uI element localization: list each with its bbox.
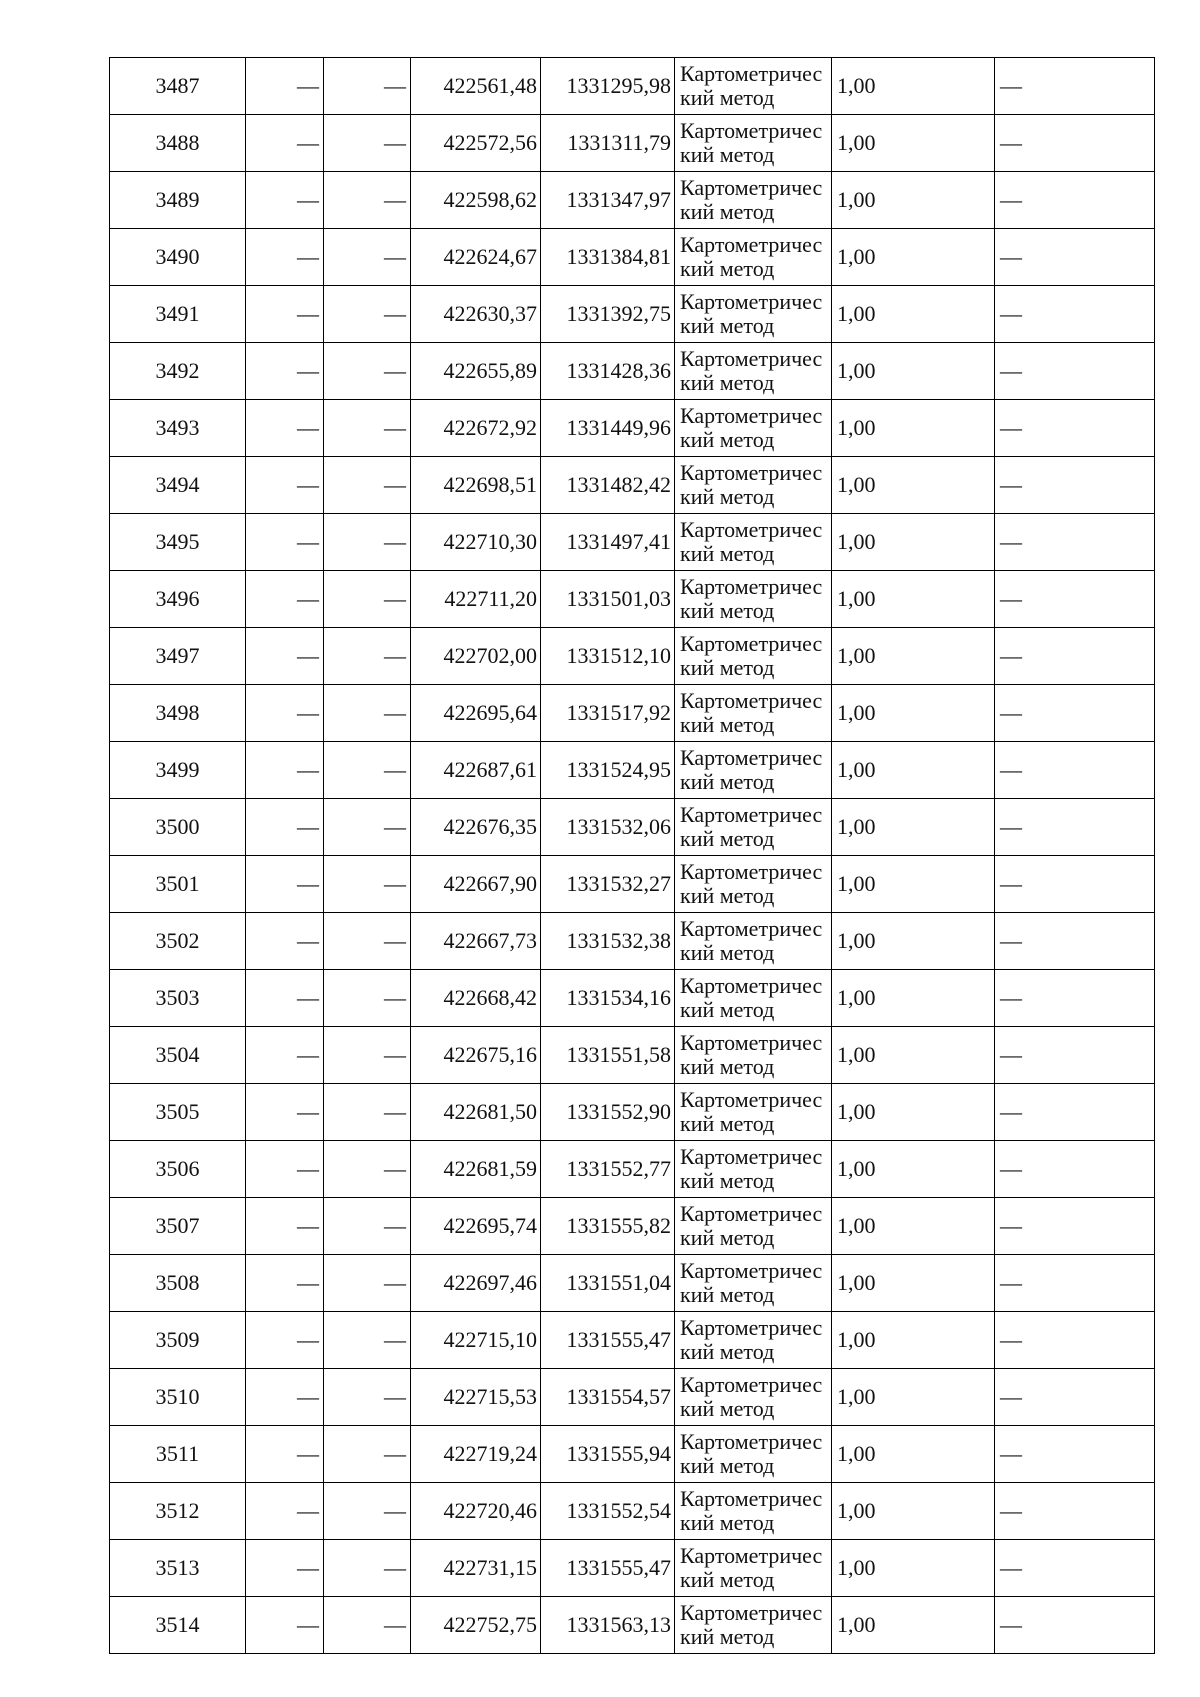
y-coordinate-cell: 1331532,27 <box>541 856 675 913</box>
y-coordinate-cell: 1331552,54 <box>541 1483 675 1540</box>
dash-cell: — <box>324 229 411 286</box>
y-coordinate-cell: 1331295,98 <box>541 58 675 115</box>
x-coordinate-cell: 422624,67 <box>411 229 541 286</box>
method-cell: Картометрический метод <box>675 457 832 514</box>
dash-cell: — <box>324 286 411 343</box>
y-coordinate-cell: 1331555,82 <box>541 1198 675 1255</box>
dash-cell: — <box>246 400 324 457</box>
dash-cell: — <box>246 514 324 571</box>
dash-cell: — <box>324 970 411 1027</box>
x-coordinate-cell: 422655,89 <box>411 343 541 400</box>
method-cell: Картометрический метод <box>675 286 832 343</box>
table-row <box>110 1540 1155 1597</box>
note-cell: — <box>995 685 1155 742</box>
note-cell: — <box>995 400 1155 457</box>
x-coordinate-cell: 422676,35 <box>411 799 541 856</box>
point-number-cell: 3494 <box>110 457 246 514</box>
table-row <box>110 742 1155 799</box>
method-cell: Картометрический метод <box>675 970 832 1027</box>
table-row <box>110 856 1155 913</box>
y-coordinate-cell: 1331563,13 <box>541 1597 675 1654</box>
dash-cell: — <box>246 628 324 685</box>
point-number-cell: 3487 <box>110 58 246 115</box>
point-number-cell: 3497 <box>110 628 246 685</box>
method-cell: Картометрический метод <box>675 799 832 856</box>
point-number-cell: 3498 <box>110 685 246 742</box>
note-cell: — <box>995 1483 1155 1540</box>
y-coordinate-cell: 1331517,92 <box>541 685 675 742</box>
table-row <box>110 970 1155 1027</box>
dash-cell: — <box>324 514 411 571</box>
note-cell: — <box>995 628 1155 685</box>
method-cell: Картометрический метод <box>675 1483 832 1540</box>
table-row <box>110 457 1155 514</box>
table-row <box>110 1312 1155 1369</box>
method-cell: Картометрический метод <box>675 685 832 742</box>
dash-cell: — <box>324 685 411 742</box>
y-coordinate-cell: 1331534,16 <box>541 970 675 1027</box>
point-number-cell: 3510 <box>110 1369 246 1426</box>
x-coordinate-cell: 422715,10 <box>411 1312 541 1369</box>
accuracy-cell: 1,00 <box>832 115 995 172</box>
accuracy-cell: 1,00 <box>832 58 995 115</box>
y-coordinate-cell: 1331555,47 <box>541 1312 675 1369</box>
point-number-cell: 3500 <box>110 799 246 856</box>
accuracy-cell: 1,00 <box>832 1141 995 1198</box>
table-row <box>110 1027 1155 1084</box>
dash-cell: — <box>324 172 411 229</box>
x-coordinate-cell: 422697,46 <box>411 1255 541 1312</box>
method-cell: Картометрический метод <box>675 1540 832 1597</box>
dash-cell: — <box>246 1312 324 1369</box>
table-row <box>110 172 1155 229</box>
y-coordinate-cell: 1331552,90 <box>541 1084 675 1141</box>
x-coordinate-cell: 422710,30 <box>411 514 541 571</box>
x-coordinate-cell: 422752,75 <box>411 1597 541 1654</box>
y-coordinate-cell: 1331555,47 <box>541 1540 675 1597</box>
method-cell: Картометрический метод <box>675 1141 832 1198</box>
dash-cell: — <box>246 1255 324 1312</box>
dash-cell: — <box>324 343 411 400</box>
dash-cell: — <box>246 1597 324 1654</box>
y-coordinate-cell: 1331512,10 <box>541 628 675 685</box>
accuracy-cell: 1,00 <box>832 514 995 571</box>
method-cell: Картометрический метод <box>675 1084 832 1141</box>
y-coordinate-cell: 1331552,77 <box>541 1141 675 1198</box>
y-coordinate-cell: 1331551,58 <box>541 1027 675 1084</box>
method-cell: Картометрический метод <box>675 229 832 286</box>
method-cell: Картометрический метод <box>675 400 832 457</box>
point-number-cell: 3492 <box>110 343 246 400</box>
dash-cell: — <box>246 913 324 970</box>
note-cell: — <box>995 58 1155 115</box>
y-coordinate-cell: 1331482,42 <box>541 457 675 514</box>
x-coordinate-cell: 422672,92 <box>411 400 541 457</box>
note-cell: — <box>995 115 1155 172</box>
dash-cell: — <box>324 1540 411 1597</box>
dash-cell: — <box>324 1255 411 1312</box>
accuracy-cell: 1,00 <box>832 457 995 514</box>
table-row <box>110 1597 1155 1654</box>
accuracy-cell: 1,00 <box>832 1597 995 1654</box>
dash-cell: — <box>246 685 324 742</box>
method-cell: Картометрический метод <box>675 1312 832 1369</box>
dash-cell: — <box>324 115 411 172</box>
dash-cell: — <box>324 742 411 799</box>
method-cell: Картометрический метод <box>675 1597 832 1654</box>
method-cell: Картометрический метод <box>675 628 832 685</box>
dash-cell: — <box>246 856 324 913</box>
method-cell: Картометрический метод <box>675 115 832 172</box>
table-row <box>110 1255 1155 1312</box>
dash-cell: — <box>324 400 411 457</box>
method-cell: Картометрический метод <box>675 514 832 571</box>
dash-cell: — <box>246 970 324 1027</box>
table-row <box>110 685 1155 742</box>
y-coordinate-cell: 1331524,95 <box>541 742 675 799</box>
dash-cell: — <box>324 1084 411 1141</box>
accuracy-cell: 1,00 <box>832 856 995 913</box>
note-cell: — <box>995 1312 1155 1369</box>
y-coordinate-cell: 1331428,36 <box>541 343 675 400</box>
x-coordinate-cell: 422561,48 <box>411 58 541 115</box>
dash-cell: — <box>324 1312 411 1369</box>
note-cell: — <box>995 1027 1155 1084</box>
accuracy-cell: 1,00 <box>832 1084 995 1141</box>
dash-cell: — <box>246 457 324 514</box>
table-row <box>110 628 1155 685</box>
method-cell: Картометрический метод <box>675 913 832 970</box>
note-cell: — <box>995 1198 1155 1255</box>
point-number-cell: 3512 <box>110 1483 246 1540</box>
document-page <box>109 57 1155 1654</box>
note-cell: — <box>995 1426 1155 1483</box>
dash-cell: — <box>246 58 324 115</box>
x-coordinate-cell: 422668,42 <box>411 970 541 1027</box>
x-coordinate-cell: 422695,64 <box>411 685 541 742</box>
dash-cell: — <box>324 1369 411 1426</box>
point-number-cell: 3505 <box>110 1084 246 1141</box>
table-row <box>110 286 1155 343</box>
x-coordinate-cell: 422711,20 <box>411 571 541 628</box>
table-row <box>110 1084 1155 1141</box>
y-coordinate-cell: 1331555,94 <box>541 1426 675 1483</box>
method-cell: Картометрический метод <box>675 1369 832 1426</box>
dash-cell: — <box>324 571 411 628</box>
x-coordinate-cell: 422719,24 <box>411 1426 541 1483</box>
table-row <box>110 343 1155 400</box>
x-coordinate-cell: 422681,50 <box>411 1084 541 1141</box>
table-row <box>110 514 1155 571</box>
dash-cell: — <box>246 286 324 343</box>
dash-cell: — <box>246 1540 324 1597</box>
accuracy-cell: 1,00 <box>832 1312 995 1369</box>
note-cell: — <box>995 856 1155 913</box>
point-number-cell: 3508 <box>110 1255 246 1312</box>
method-cell: Картометрический метод <box>675 1198 832 1255</box>
y-coordinate-cell: 1331501,03 <box>541 571 675 628</box>
x-coordinate-cell: 422598,62 <box>411 172 541 229</box>
accuracy-cell: 1,00 <box>832 286 995 343</box>
table-row <box>110 400 1155 457</box>
dash-cell: — <box>246 571 324 628</box>
table-row <box>110 1198 1155 1255</box>
note-cell: — <box>995 343 1155 400</box>
point-number-cell: 3501 <box>110 856 246 913</box>
point-number-cell: 3495 <box>110 514 246 571</box>
table-row <box>110 1426 1155 1483</box>
x-coordinate-cell: 422731,15 <box>411 1540 541 1597</box>
note-cell: — <box>995 913 1155 970</box>
x-coordinate-cell: 422695,74 <box>411 1198 541 1255</box>
note-cell: — <box>995 1255 1155 1312</box>
y-coordinate-cell: 1331449,96 <box>541 400 675 457</box>
dash-cell: — <box>324 457 411 514</box>
y-coordinate-cell: 1331532,06 <box>541 799 675 856</box>
table-row <box>110 1483 1155 1540</box>
x-coordinate-cell: 422572,56 <box>411 115 541 172</box>
method-cell: Картометрический метод <box>675 1027 832 1084</box>
point-number-cell: 3491 <box>110 286 246 343</box>
dash-cell: — <box>324 856 411 913</box>
note-cell: — <box>995 1084 1155 1141</box>
accuracy-cell: 1,00 <box>832 229 995 286</box>
dash-cell: — <box>246 115 324 172</box>
point-number-cell: 3502 <box>110 913 246 970</box>
point-number-cell: 3489 <box>110 172 246 229</box>
note-cell: — <box>995 1597 1155 1654</box>
dash-cell: — <box>324 1027 411 1084</box>
accuracy-cell: 1,00 <box>832 1027 995 1084</box>
note-cell: — <box>995 457 1155 514</box>
table-row <box>110 115 1155 172</box>
note-cell: — <box>995 1369 1155 1426</box>
dash-cell: — <box>324 913 411 970</box>
accuracy-cell: 1,00 <box>832 799 995 856</box>
dash-cell: — <box>246 343 324 400</box>
method-cell: Картометрический метод <box>675 1255 832 1312</box>
y-coordinate-cell: 1331311,79 <box>541 115 675 172</box>
x-coordinate-cell: 422720,46 <box>411 1483 541 1540</box>
accuracy-cell: 1,00 <box>832 685 995 742</box>
x-coordinate-cell: 422715,53 <box>411 1369 541 1426</box>
accuracy-cell: 1,00 <box>832 1426 995 1483</box>
note-cell: — <box>995 286 1155 343</box>
accuracy-cell: 1,00 <box>832 970 995 1027</box>
note-cell: — <box>995 742 1155 799</box>
x-coordinate-cell: 422667,90 <box>411 856 541 913</box>
dash-cell: — <box>324 1141 411 1198</box>
accuracy-cell: 1,00 <box>832 1540 995 1597</box>
accuracy-cell: 1,00 <box>832 913 995 970</box>
x-coordinate-cell: 422698,51 <box>411 457 541 514</box>
table-row <box>110 58 1155 115</box>
x-coordinate-cell: 422687,61 <box>411 742 541 799</box>
dash-cell: — <box>324 799 411 856</box>
point-number-cell: 3503 <box>110 970 246 1027</box>
dash-cell: — <box>246 172 324 229</box>
y-coordinate-cell: 1331551,04 <box>541 1255 675 1312</box>
point-number-cell: 3507 <box>110 1198 246 1255</box>
point-number-cell: 3514 <box>110 1597 246 1654</box>
x-coordinate-cell: 422667,73 <box>411 913 541 970</box>
accuracy-cell: 1,00 <box>832 172 995 229</box>
x-coordinate-cell: 422702,00 <box>411 628 541 685</box>
table-row <box>110 799 1155 856</box>
accuracy-cell: 1,00 <box>832 571 995 628</box>
y-coordinate-cell: 1331384,81 <box>541 229 675 286</box>
note-cell: — <box>995 514 1155 571</box>
accuracy-cell: 1,00 <box>832 1483 995 1540</box>
method-cell: Картометрический метод <box>675 58 832 115</box>
dash-cell: — <box>246 1198 324 1255</box>
dash-cell: — <box>246 1141 324 1198</box>
y-coordinate-cell: 1331347,97 <box>541 172 675 229</box>
point-number-cell: 3488 <box>110 115 246 172</box>
x-coordinate-cell: 422681,59 <box>411 1141 541 1198</box>
point-number-cell: 3493 <box>110 400 246 457</box>
note-cell: — <box>995 571 1155 628</box>
table-body <box>110 58 1155 1654</box>
method-cell: Картометрический метод <box>675 343 832 400</box>
dash-cell: — <box>246 1483 324 1540</box>
accuracy-cell: 1,00 <box>832 1198 995 1255</box>
accuracy-cell: 1,00 <box>832 1369 995 1426</box>
y-coordinate-cell: 1331554,57 <box>541 1369 675 1426</box>
note-cell: — <box>995 1141 1155 1198</box>
point-number-cell: 3506 <box>110 1141 246 1198</box>
y-coordinate-cell: 1331497,41 <box>541 514 675 571</box>
dash-cell: — <box>246 1084 324 1141</box>
coordinates-table <box>109 57 1155 1654</box>
method-cell: Картометрический метод <box>675 742 832 799</box>
x-coordinate-cell: 422675,16 <box>411 1027 541 1084</box>
note-cell: — <box>995 1540 1155 1597</box>
dash-cell: — <box>324 1426 411 1483</box>
note-cell: — <box>995 229 1155 286</box>
accuracy-cell: 1,00 <box>832 400 995 457</box>
point-number-cell: 3513 <box>110 1540 246 1597</box>
note-cell: — <box>995 799 1155 856</box>
accuracy-cell: 1,00 <box>832 343 995 400</box>
dash-cell: — <box>246 1027 324 1084</box>
accuracy-cell: 1,00 <box>832 742 995 799</box>
accuracy-cell: 1,00 <box>832 628 995 685</box>
dash-cell: — <box>324 1597 411 1654</box>
dash-cell: — <box>324 58 411 115</box>
dash-cell: — <box>246 1369 324 1426</box>
table-row <box>110 229 1155 286</box>
note-cell: — <box>995 970 1155 1027</box>
dash-cell: — <box>324 1198 411 1255</box>
method-cell: Картометрический метод <box>675 172 832 229</box>
y-coordinate-cell: 1331532,38 <box>541 913 675 970</box>
point-number-cell: 3509 <box>110 1312 246 1369</box>
y-coordinate-cell: 1331392,75 <box>541 286 675 343</box>
point-number-cell: 3511 <box>110 1426 246 1483</box>
point-number-cell: 3496 <box>110 571 246 628</box>
point-number-cell: 3504 <box>110 1027 246 1084</box>
dash-cell: — <box>324 1483 411 1540</box>
table-row <box>110 1141 1155 1198</box>
table-row <box>110 1369 1155 1426</box>
point-number-cell: 3499 <box>110 742 246 799</box>
dash-cell: — <box>324 628 411 685</box>
method-cell: Картометрический метод <box>675 571 832 628</box>
method-cell: Картометрический метод <box>675 856 832 913</box>
note-cell: — <box>995 172 1155 229</box>
dash-cell: — <box>246 799 324 856</box>
method-cell: Картометрический метод <box>675 1426 832 1483</box>
point-number-cell: 3490 <box>110 229 246 286</box>
table-row <box>110 913 1155 970</box>
accuracy-cell: 1,00 <box>832 1255 995 1312</box>
x-coordinate-cell: 422630,37 <box>411 286 541 343</box>
table-row <box>110 571 1155 628</box>
dash-cell: — <box>246 229 324 286</box>
dash-cell: — <box>246 1426 324 1483</box>
dash-cell: — <box>246 742 324 799</box>
